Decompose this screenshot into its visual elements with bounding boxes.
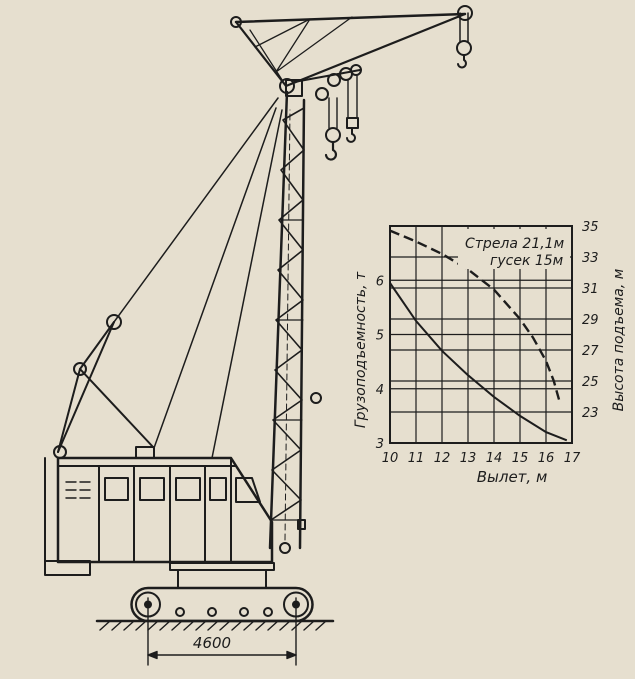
ground (97, 621, 333, 630)
load-chart (353, 220, 627, 486)
y-right-tick-label: 27 (582, 344, 599, 359)
hook-blocks (316, 13, 471, 160)
lattice-boom (270, 79, 321, 553)
x-axis-label: Вылет, м (476, 468, 548, 486)
y-right-tick-label: 33 (582, 251, 599, 266)
crawler-crane-drawing (45, 6, 472, 665)
y-right-tick-label: 23 (582, 406, 599, 421)
x-tick-label: 11 (407, 451, 425, 466)
machinery-house (58, 447, 272, 562)
y-left-axis-label: Грузоподъемность, т (353, 271, 369, 429)
x-tick-labels (382, 451, 581, 466)
y-right-tick-label: 31 (582, 282, 599, 297)
y-left-tick-labels (376, 274, 384, 452)
track-dimension-label: 4600 (192, 634, 232, 652)
legend-line-2: гусек 15м (490, 253, 564, 269)
crawler-track (132, 588, 313, 621)
x-tick-label: 17 (563, 451, 581, 466)
y-left-tick-label: 4 (375, 382, 384, 398)
y-right-tick-labels (582, 220, 599, 421)
x-tick-label: 13 (459, 451, 477, 466)
y-right-tick-label: 29 (582, 313, 599, 328)
pendant-ropes (114, 98, 282, 458)
y-right-tick-label: 25 (582, 375, 599, 390)
track-dimension (148, 598, 296, 665)
slewing-ring (170, 563, 274, 588)
y-left-tick-label: 6 (375, 274, 384, 290)
y-right-tick-label: 35 (582, 220, 599, 235)
y-right-axis-label: Высота подъема, м (611, 268, 627, 412)
x-tick-label: 10 (381, 451, 399, 466)
x-tick-label: 14 (485, 451, 503, 466)
y-left-tick-label: 3 (375, 437, 384, 452)
x-tick-label: 12 (433, 451, 451, 466)
x-tick-label: 16 (537, 451, 555, 466)
x-tick-label: 15 (511, 451, 529, 466)
legend-line-1: Стрела 21,1м (465, 236, 565, 252)
y-left-tick-label: 5 (375, 328, 384, 344)
